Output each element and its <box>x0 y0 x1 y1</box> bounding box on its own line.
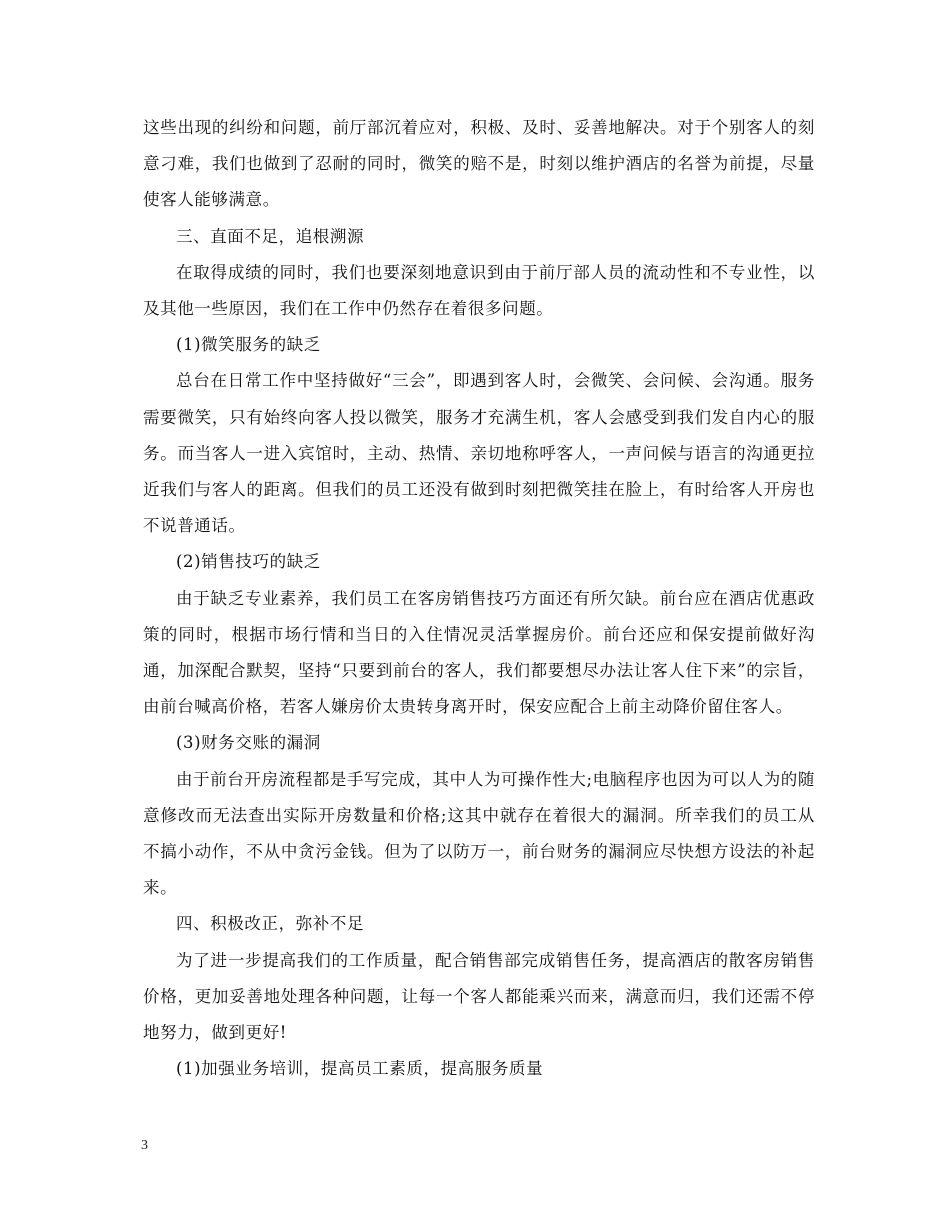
subheading-smile-service: (1)微笑服务的缺乏 <box>176 335 321 355</box>
paragraph-continuation: 这些出现的纠纷和问题，前厅部沉着应对，积极、及时、妥善地解决。对于个别客人的刻意刁难，我们也做到了忍耐的同时，微笑的赔不是，时刻以维护酒店的名誉为前提，尽量使客人能够满意。 <box>143 118 815 210</box>
subheading-training: (1)加强业务培训，提高员工素质，提高服务质量 <box>176 1059 544 1079</box>
paragraph: 由于前台开房流程都是手写完成，其中人为可操作性大;电脑程序也因为可以人为的随意修改而无法查出实际开房数量和价格;这其中就存在着很大的漏洞。所幸我们的员工从不搞小动作，不从中贪污金钱。但为了以防万一，前台财务的漏洞应尽快想方设法的补起来。 <box>143 769 815 898</box>
subheading-finance-loophole: (3)财务交账的漏洞 <box>176 733 321 753</box>
document-body <box>143 110 815 1087</box>
page-number: 3 <box>141 1138 148 1153</box>
paragraph: 由于缺乏专业素养，我们员工在客房销售技巧方面还有所欠缺。前台应在酒店优惠政策的同时，根据市场行情和当日的入住情况灵活掌握房价。前台还应和保安提前做好沟通，加深配合默契，坚持“只要到前台的客人，我们都要想尽办法让客人住下来”的宗旨，由前台喊高价格，若客人嫌房价太贵转身离开时，保安应配合上前主动降价留住客人。 <box>143 588 815 717</box>
paragraph: 为了进一步提高我们的工作质量，配合销售部完成销售任务，提高酒店的散客房销售价格，更加妥善地处理各种问题，让每一个客人都能乘兴而来，满意而归，我们还需不停地努力，做到更好! <box>143 950 815 1043</box>
section-heading-4: 四、积极改正，弥补不足 <box>176 914 365 934</box>
subheading-sales-skills: (2)销售技巧的缺乏 <box>176 552 321 572</box>
paragraph: 总台在日常工作中坚持做好“三会”，即遇到客人时，会微笑、会问候、会沟通。服务需要微笑，只有始终向客人投以微笑，服务才充满生机，客人会感受到我们发自内心的服务。而当客人一进入宾馆时，主动、热情、亲切地称呼客人，一声问候与语言的沟通更拉近我们与客人的距离。但我们的员工还没有做到时刻把微笑挂在脸上，有时给客人开房也不说普通话。 <box>143 371 815 536</box>
section-heading-3: 三、直面不足，追根溯源 <box>176 226 365 246</box>
paragraph: 在取得成绩的同时，我们也要深刻地意识到由于前厅部人员的流动性和不专业性，以及其他一些原因，我们在工作中仍然存在着很多问题。 <box>143 262 815 319</box>
